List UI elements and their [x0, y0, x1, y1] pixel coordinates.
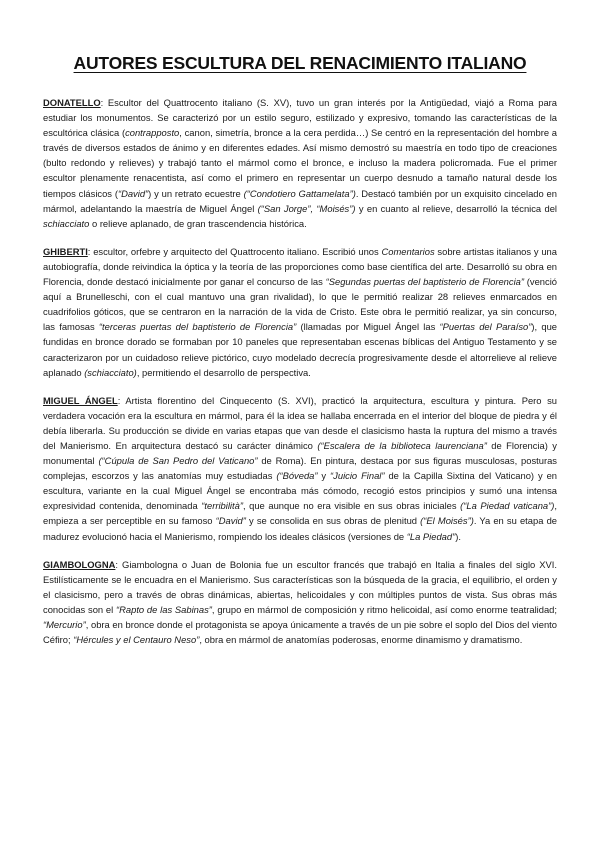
italic-text: (“El Moisés”)	[420, 515, 474, 527]
italic-text: “Hércules y el Centauro Neso”	[73, 634, 200, 646]
body-text: (llamadas por Miguel Ángel las	[296, 321, 440, 333]
body-text: ) y un retrato ecuestre	[148, 187, 244, 199]
body-text: de Roma). En pintura, destaca por sus figuras musculosas, posturas complejas, escorzos y las anatomías muy estudiadas	[43, 455, 557, 482]
italic-text: “Segundas puertas del baptisterio de Florencia”	[325, 276, 524, 288]
body-text: , obra en bronce donde el protagonista se apoya únicamente a través de un pie sobre el soplo del Dios del viento Céfiro;	[43, 619, 557, 646]
body-text: Escultor del Quattrocento italiano (S. XV), tuvo un gran interés por la Antigüedad, viajó a Roma para estudiar los monumentos. Se caracterizó por un estilo seguro, estilizado y expresivo, tomando las características de la escultórica clásica (	[43, 97, 557, 139]
body-text: y	[317, 470, 331, 482]
name-colon: :	[117, 394, 121, 406]
section-giambologna	[43, 557, 557, 648]
section-donatello	[43, 95, 557, 231]
italic-text: “Juicio Final”	[330, 470, 385, 482]
italic-text: “terceras puertas del baptisterio de Florencia”	[98, 321, 297, 333]
italic-text: (schiacciato)	[84, 366, 137, 378]
body-text: . Ya en su etapa de madurez evolucionó hacia el Manierismo, rompiendo los ideales clásicos (versiones de	[43, 515, 557, 542]
italic-text: contrapposto	[125, 127, 180, 139]
italic-text: (“Bóveda”	[276, 470, 318, 482]
artist-name: MIGUEL ÁNGEL	[43, 394, 118, 406]
page-title: AUTORES ESCULTURA DEL RENACIMIENTO ITALIANO	[73, 53, 527, 73]
body-text: y se consolida en sus obras de plenitud	[245, 515, 421, 527]
italic-text: Comentarios	[381, 245, 435, 257]
italic-text: (“Cúpula de San Pedro del Vaticano”	[98, 455, 258, 467]
body-text: ).	[455, 530, 461, 542]
name-colon: :	[100, 97, 104, 108]
body-text: de Florencia) y monumental	[43, 439, 557, 467]
artist-name: GIAMBOLOGNA	[43, 558, 116, 570]
section-ghiberti	[43, 244, 557, 380]
body-text: , grupo en mármol de composición y ritmo helicoidal, así como enorme teatralidad;	[211, 603, 557, 615]
italic-text: (“La Piedad vaticana”)	[460, 500, 555, 512]
italic-text: “Rapto de las Sabinas”	[116, 603, 212, 615]
body-text: , permitiendo el desarrollo de perspectiva.	[136, 366, 311, 378]
italic-text: “Puertas del Paraíso”	[439, 321, 532, 333]
body-text: ), que fundidas en bronce dorado se formaban por 10 paneles que representaban escenas bíblicas del Antiguo Testamento y se caracterizaron por un cuidadoso relieve pictórico, cuyo modelado decrecía progresivamente desde el altorrelieve al relieve aplanado	[43, 321, 558, 378]
body-text: escultor, orfebre y arquitecto del Quattrocento italiano. Escribió unos	[90, 245, 382, 257]
body-text: , que aunque no era visible en sus obras iniciales	[242, 500, 461, 512]
italic-text: “David”	[117, 187, 149, 199]
italic-text: (“Condotiero Gattamelata”)	[243, 187, 356, 199]
italic-text: “Mercurio”	[43, 619, 86, 630]
italic-text: schiacciato	[43, 217, 90, 229]
italic-text: (“Escalera de la biblioteca laurenciana”	[317, 439, 487, 451]
body-text: , canon, simetría, bronce a la cera perdida…) Se centró en la representación del hombre a través de diversos estados de ánimo y en diferentes edades. Así mismo demostró su maestría en todo tipo de creaciones (bulto redondo y relieves) y trabajó tanto el mármol como el bronce, e incluso la madera policromada. Fue el primer escultor plenamente renacentista, así como el primero en representar un cuerpo desnudo a tamaño natural desde los tiempos clásicos (	[43, 127, 557, 199]
body-text: y en cuanto al relieve, desarrolló la técnica del	[355, 202, 557, 214]
body-text: , empieza a ser perceptible en su famoso	[43, 500, 557, 527]
name-colon: :	[115, 558, 119, 570]
body-text: o relieve aplanado, de gran trascendencia histórica.	[89, 217, 307, 229]
body-text: sobre artistas italianos y una autobiografía, donde reivindica la óptica y la teoría de las proporciones como base científica del arte. Desarrolló su obra en Florencia, donde destacó inicialmente por ganar el concurso de las	[43, 245, 557, 288]
body-text: Giambologna o Juan de Bolonia fue un escultor francés que trabajó en Italia a finales del siglo XVI. Estilísticamente se le encuadra en el Manierismo. Sus características son la búsqueda de la gracia, el equilibrio, el orden y el clasicismo, pero a través de obras dinámicas, abiertas, helicoidales y con múltiples puntos de vista. Sus obras más conocidas son el	[43, 558, 557, 615]
sections-container	[43, 95, 557, 660]
italic-text: “La Piedad”	[406, 530, 456, 542]
body-text: Artista florentino del Cinquecento (S. XVI), practicó la arquitectura, escultura y pintura. Pero su verdadera vocación era la escultura en mármol, para él la idea se hallaba encerrada en el interior del bloque de piedra y él debía liberarla. Su producción se divide en varias etapas que van desde el clasicismo hasta la ruptura del mismo a través del Manierismo. En arquitectura destacó su carácter dinámico	[43, 394, 557, 451]
body-text: , obra en mármol de anatomías poderosas, enorme dinamismo y dramatismo.	[199, 634, 523, 646]
artist-name: DONATELLO	[43, 97, 101, 108]
italic-text: (“San Jorge”, “Moisés”)	[257, 202, 356, 214]
italic-text: “terribilità”	[201, 500, 243, 512]
section-miguel-ngel	[43, 393, 557, 544]
italic-text: “David”	[215, 515, 246, 527]
artist-name: GHIBERTI	[43, 245, 88, 257]
name-colon: :	[87, 245, 91, 257]
body-text: de la Capilla Sixtina del Vaticano) y en escultura, variante en la cual Miguel Ángel se encontraba más cómodo, recogió estos principios y sumó una intensa expresividad contenida, denominada	[43, 470, 557, 512]
body-text: . Destacó también por un exquisito cincelado en mármol, adelantando la maestría de Miguel Ángel	[43, 187, 557, 214]
body-text: (venció aquí a Brunelleschi, con el cual mantuvo una gran rivalidad), lo que le permitió realizar 28 relieves enmarcados en cuadrifolios góticos, que se centraron en la narración de la vida de Cristo. Este obra le permitió realizar, ya sin concurso, las famosas	[43, 276, 557, 333]
